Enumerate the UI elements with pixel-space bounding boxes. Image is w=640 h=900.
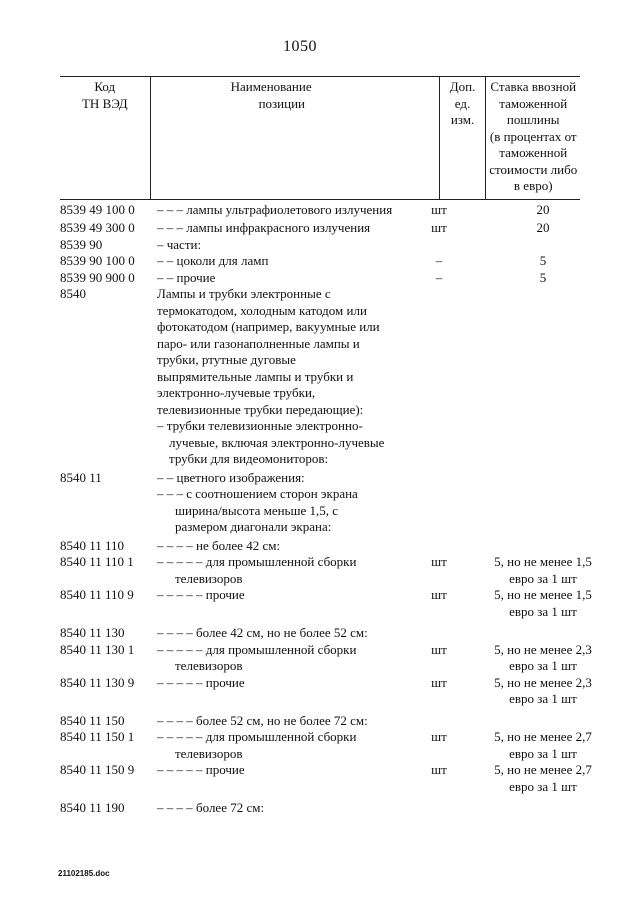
table-row (60, 641, 592, 675)
row-code: 8540 11 130 (60, 625, 125, 640)
row-name: – – – – – для промышленной сборки телевизоров (157, 729, 357, 761)
row-code: 8540 11 130 1 (60, 641, 135, 657)
row-unit: – (435, 253, 443, 268)
row-name: – – – лампы инфракрасного излучения (157, 220, 371, 235)
row-code: 8539 90 (60, 236, 103, 252)
table-row (60, 538, 580, 555)
table-row (60, 762, 592, 795)
row-unit: – (435, 269, 443, 285)
row-rate: 20 (536, 220, 550, 235)
row-name: – – цоколи для ламп (157, 253, 269, 268)
row-unit (393, 237, 493, 254)
table-header (60, 76, 580, 200)
row-unit: шт (431, 762, 447, 777)
table-body (60, 200, 592, 817)
row-rate: 20 (536, 201, 550, 217)
row-unit (393, 486, 493, 536)
row-name: – – – лампы ультрафиолетового излучения (157, 201, 393, 217)
row-rate (493, 486, 593, 536)
table-row (60, 220, 580, 237)
row-unit: шт (431, 587, 447, 602)
table-row (60, 253, 580, 270)
row-code (60, 418, 157, 468)
row-code: 8540 11 150 1 (60, 729, 135, 744)
row-code: 8540 11 110 1 (60, 554, 134, 569)
row-code (60, 486, 157, 536)
table-row (60, 202, 580, 219)
row-unit (393, 538, 493, 555)
row-code: 8540 (60, 286, 86, 301)
row-name: – – – – более 52 см, но не более 72 см: (157, 712, 368, 728)
header-name: Наименование позиции (150, 77, 439, 199)
row-name: – – – с соотношением сторон экрана ширина/высота меньше 1,5, с размером диагонали экрана: (157, 486, 358, 534)
page-number: 1050 (283, 38, 317, 55)
row-code: 8540 11 110 9 (60, 587, 134, 602)
row-rate: 5, но не менее 1,5 евро за 1 шт (494, 587, 592, 619)
row-rate: 5 (539, 253, 547, 268)
row-code: 8539 90 100 0 (60, 253, 135, 268)
row-unit (393, 286, 493, 418)
table-row (60, 418, 580, 468)
row-name: – – – – более 72 см: (157, 800, 265, 815)
row-rate: 5, но не менее 1,5 евро за 1 шт (494, 554, 592, 586)
row-code: 8540 11 190 (60, 800, 125, 815)
row-code: 8540 11 130 9 (60, 674, 135, 690)
row-rate (493, 286, 593, 418)
row-name: – – – – более 42 см, но не более 52 см: (157, 625, 368, 640)
row-name: – – – – не более 42 см: (157, 537, 281, 553)
row-name: – – – – – прочие (157, 762, 245, 777)
table-row (60, 713, 580, 730)
row-name: – – – – – прочие (157, 674, 245, 690)
row-rate (493, 237, 593, 254)
row-name: – – – – – для промышленной сборки телевизоров (157, 641, 357, 673)
footer-filename: 21102185.doc (58, 869, 110, 878)
table-row (60, 729, 592, 762)
row-rate: 5, но не менее 2,7 евро за 1 шт (494, 729, 592, 761)
row-rate (493, 625, 593, 642)
row-code: 8539 90 900 0 (60, 269, 135, 285)
row-name: – – – – – для промышленной сборки телевизоров (157, 554, 357, 586)
table-row (60, 286, 580, 418)
row-rate: 5, но не менее 2,3 евро за 1 шт (494, 641, 592, 673)
table-row (60, 800, 580, 817)
row-rate: 5, но не менее 2,3 евро за 1 шт (494, 674, 592, 706)
row-code: 8540 11 150 (60, 712, 125, 728)
row-name: Лампы и трубки электронные с термокатодом, холодным катодом или фотокатодом (например, вакуумные или паро- или газонаполненные лампы и трубки, ртутные дуговые выпрямительные лампы и трубки и электронно-лучевые трубки, телевизионные трубки передающие): (157, 286, 380, 417)
header-rate: Ставка ввозной таможенной пошлины (в процентах от таможенной стоимости либо в евро) (485, 77, 580, 199)
tariff-table (60, 76, 592, 817)
row-code: 8540 11 (60, 469, 102, 485)
row-unit: шт (431, 554, 447, 569)
row-unit: шт (431, 201, 447, 217)
row-unit: шт (431, 729, 447, 744)
table-row (60, 237, 580, 254)
row-rate (493, 800, 593, 817)
row-unit (393, 418, 493, 468)
table-row (60, 470, 580, 487)
header-code: Код ТН ВЭД (81, 79, 128, 111)
table-row (60, 625, 580, 642)
row-rate: 5 (539, 269, 547, 285)
row-unit: шт (431, 641, 447, 657)
row-rate (493, 418, 593, 468)
row-rate: 5, но не менее 2,7 евро за 1 шт (494, 762, 592, 794)
table-row (60, 674, 592, 708)
row-rate (493, 538, 593, 555)
row-unit: шт (431, 674, 447, 690)
row-code: 8540 11 110 (60, 537, 125, 553)
row-name: – – цветного изображения: (157, 469, 305, 485)
row-unit (393, 800, 493, 817)
header-unit: Доп. ед. изм. (439, 77, 486, 199)
table-row (60, 486, 580, 536)
row-rate (493, 713, 593, 730)
table-row (60, 587, 592, 620)
row-unit: шт (431, 220, 447, 235)
row-name: – трубки телевизионные электронно-лучевые, включая электронно-лучевые трубки для видеомониторов: (157, 418, 385, 466)
row-name: – – – – – прочие (157, 587, 245, 602)
table-row (60, 270, 580, 287)
row-code: 8539 49 100 0 (60, 201, 135, 217)
table-row (60, 554, 592, 587)
row-code: 8540 11 150 9 (60, 762, 135, 777)
row-unit (393, 713, 493, 730)
row-code: 8539 49 300 0 (60, 220, 135, 235)
row-name: – – прочие (157, 269, 216, 285)
row-unit (393, 470, 493, 487)
row-unit (393, 625, 493, 642)
row-rate (493, 470, 593, 487)
row-name: – части: (157, 236, 202, 252)
